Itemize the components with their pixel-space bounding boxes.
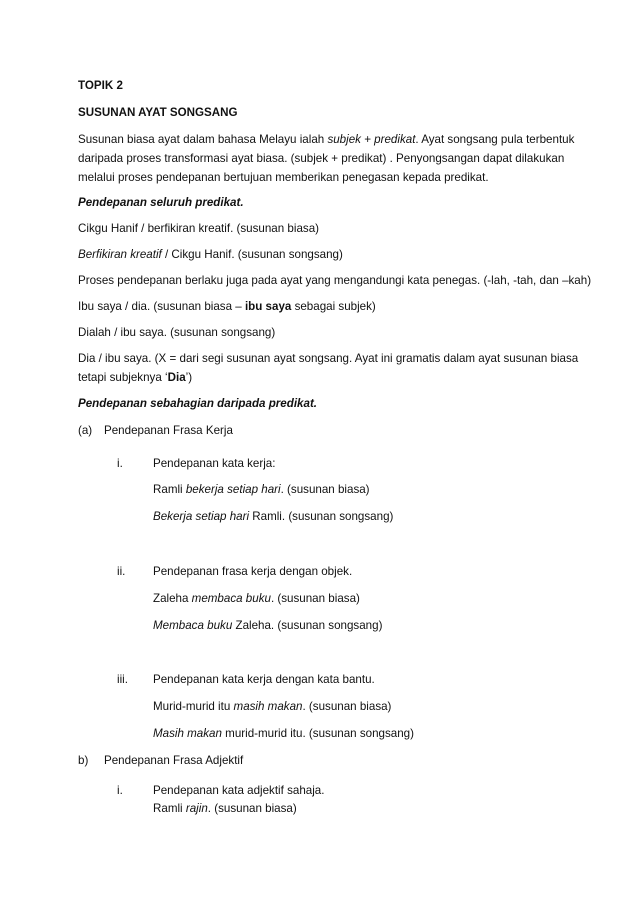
intro-line-3: melalui proses pendepanan bertujuan memberikan penegasan kepada predikat. bbox=[78, 171, 489, 184]
example-1: Cikgu Hanif / berfikiran kreatif. (susunan biasa) bbox=[78, 222, 320, 235]
item-i-example-1 bbox=[153, 483, 370, 497]
example-4 bbox=[78, 300, 376, 314]
item-ii-title: Pendepanan frasa kerja dengan objek. bbox=[153, 565, 353, 578]
italic-predicate: rajin bbox=[185, 802, 208, 815]
item-iii-title: Pendepanan kata kerja dengan kata bantu. bbox=[153, 673, 375, 686]
list-label-b: b) bbox=[78, 754, 89, 767]
example-text: Zaleha bbox=[153, 592, 192, 605]
example-6-line-1: Dia / ibu saya. (X = dari segi susunan ayat songsang. Ayat ini gramatis dalam ayat susunan biasa bbox=[78, 352, 579, 365]
italic-predicate: membaca buku bbox=[191, 592, 271, 605]
intro-formula: subjek + predikat bbox=[327, 133, 416, 146]
example-text: . (susunan biasa) bbox=[280, 483, 370, 496]
intro-line-1 bbox=[78, 133, 574, 147]
item-b-i-example-1 bbox=[153, 802, 297, 816]
bold-subject: Dia bbox=[167, 371, 186, 384]
item-b-i-title: Pendepanan kata adjektif sahaja. bbox=[153, 784, 325, 797]
example-2 bbox=[78, 248, 343, 262]
example-text: Ramli bbox=[153, 802, 186, 815]
section-1-title: Pendepanan seluruh predikat. bbox=[78, 196, 244, 209]
example-text: Ramli. (susunan songsang) bbox=[249, 510, 394, 523]
subsection-b-title: Pendepanan Frasa Adjektif bbox=[104, 754, 244, 767]
example-text: Ramli bbox=[153, 483, 186, 496]
list-label-ii: ii. bbox=[117, 565, 126, 578]
section-2-title: Pendepanan sebahagian daripada predikat. bbox=[78, 397, 318, 410]
example-text: . (susunan biasa) bbox=[302, 700, 392, 713]
fronted-predicate: Berfikiran kreatif bbox=[78, 248, 162, 261]
item-ii-example-1 bbox=[153, 592, 360, 606]
example-text: / Cikgu Hanif. (susunan songsang) bbox=[161, 248, 343, 261]
example-text: tetapi subjeknya ‘ bbox=[78, 371, 168, 384]
topic-label: TOPIK 2 bbox=[78, 79, 123, 92]
item-iii-example-1 bbox=[153, 700, 391, 714]
example-6-line-2 bbox=[78, 371, 192, 385]
example-text: sebagai subjek) bbox=[291, 300, 376, 313]
intro-text: . Ayat songsang pula terbentuk bbox=[415, 133, 575, 146]
item-ii-example-2 bbox=[153, 619, 382, 633]
italic-predicate: Masih makan bbox=[153, 727, 222, 740]
example-text: murid-murid itu. (susunan songsang) bbox=[221, 727, 414, 740]
example-text: Zaleha. (susunan songsang) bbox=[232, 619, 383, 632]
example-text: Murid-murid itu bbox=[153, 700, 234, 713]
italic-predicate: bekerja setiap hari bbox=[185, 483, 281, 496]
list-label-a: (a) bbox=[78, 424, 93, 437]
intro-text: Susunan biasa ayat dalam bahasa Melayu ialah bbox=[78, 133, 328, 146]
example-text: Ibu saya / dia. (susunan biasa – bbox=[78, 300, 245, 313]
item-iii-example-2 bbox=[153, 727, 414, 741]
intro-line-2: daripada proses transformasi ayat biasa. (subjek + predikat) . Penyongsangan dapat dilakukan bbox=[78, 152, 565, 165]
page-heading: SUSUNAN AYAT SONGSANG bbox=[78, 106, 238, 119]
list-label-b-i: i. bbox=[117, 784, 123, 797]
italic-predicate: masih makan bbox=[233, 700, 303, 713]
subsection-a-title: Pendepanan Frasa Kerja bbox=[104, 424, 233, 437]
item-i-title: Pendepanan kata kerja: bbox=[153, 457, 276, 470]
example-5: Dialah / ibu saya. (susunan songsang) bbox=[78, 326, 276, 339]
item-i-example-2 bbox=[153, 510, 393, 524]
italic-predicate: Membaca buku bbox=[153, 619, 233, 632]
example-text: . (susunan biasa) bbox=[270, 592, 360, 605]
italic-predicate: Bekerja setiap hari bbox=[153, 510, 250, 523]
list-label-iii: iii. bbox=[117, 673, 128, 686]
example-3: Proses pendepanan berlaku juga pada ayat yang mengandungi kata penegas. (-lah, -tah, dan –kah) bbox=[78, 274, 592, 287]
example-text: ’) bbox=[185, 371, 193, 384]
bold-subject: ibu saya bbox=[244, 300, 292, 313]
list-label-i: i. bbox=[117, 457, 123, 470]
example-text: . (susunan biasa) bbox=[207, 802, 297, 815]
